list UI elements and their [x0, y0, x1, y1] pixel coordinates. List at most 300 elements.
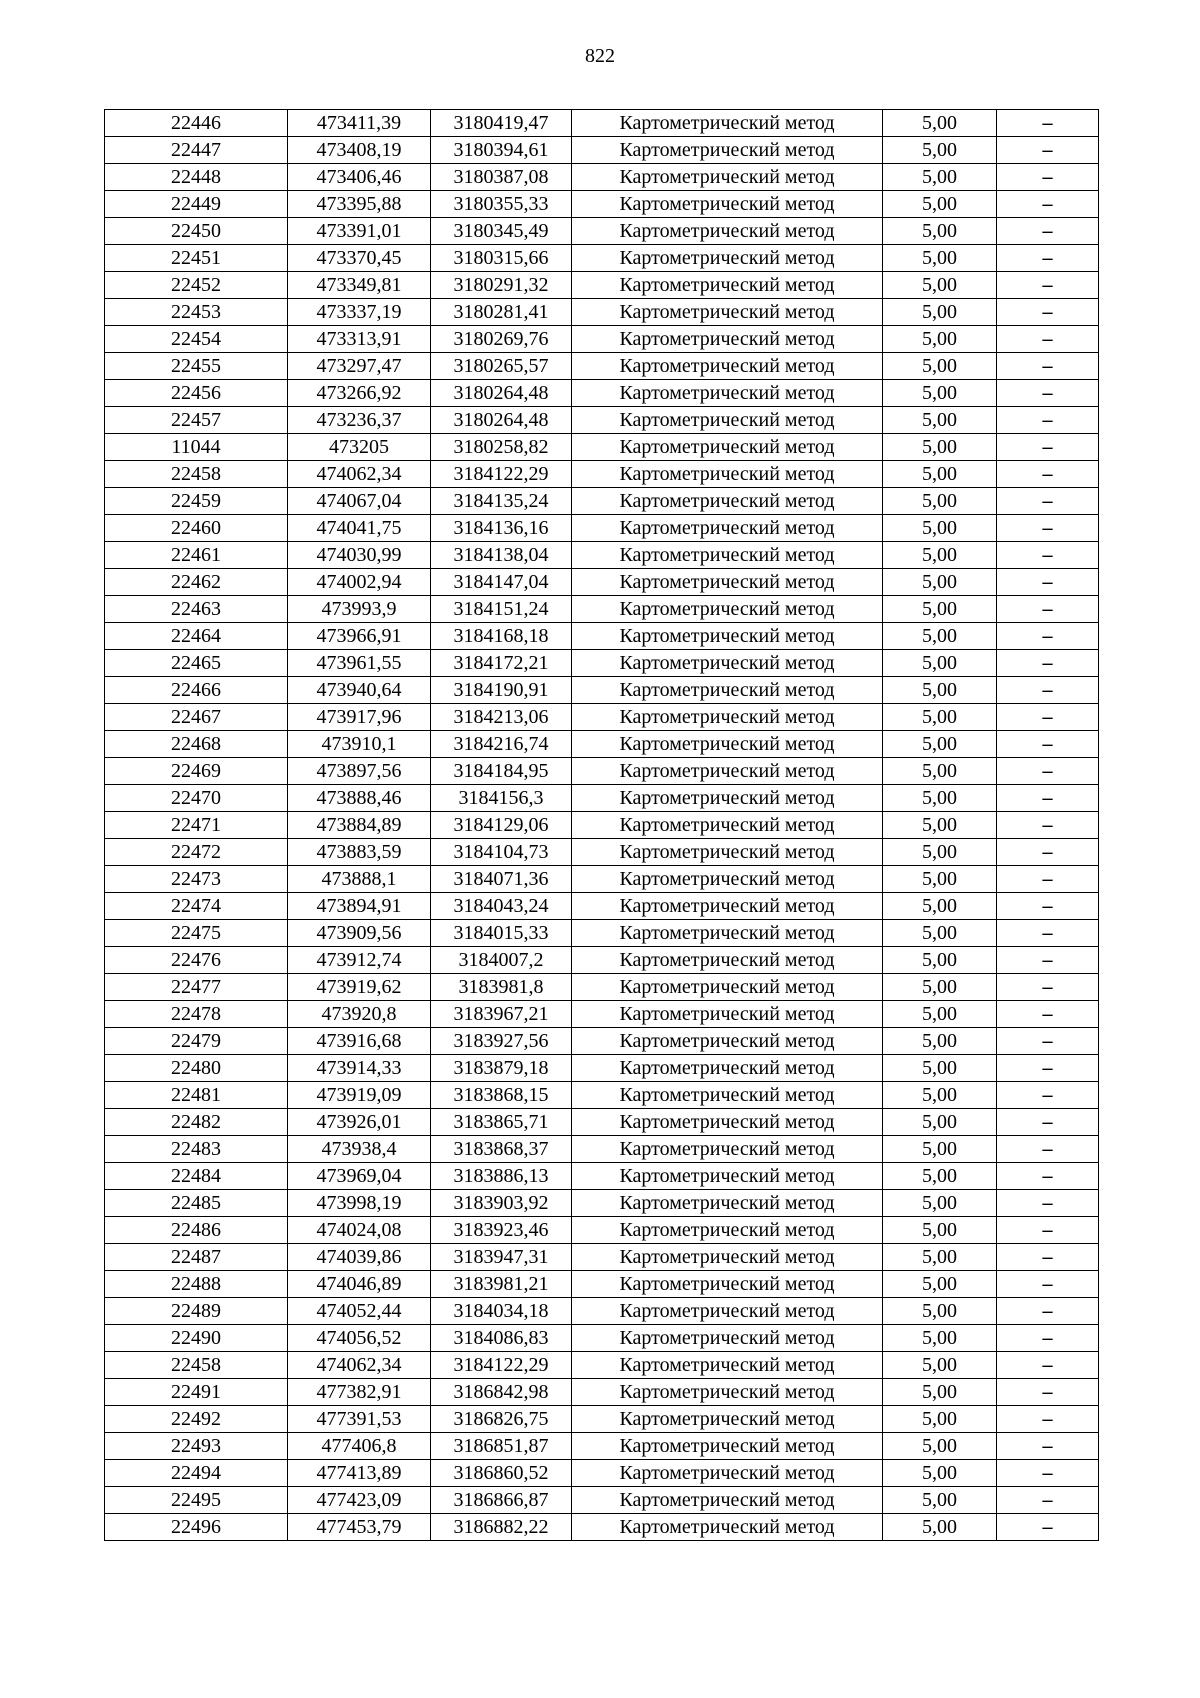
y-coordinate-cell: 3184043,24	[431, 893, 572, 920]
y-coordinate-cell: 3184034,18	[431, 1298, 572, 1325]
precision-cell: 5,00	[883, 1109, 997, 1136]
table-row	[105, 542, 1099, 569]
method-cell: Картометрический метод	[572, 704, 883, 731]
precision-cell: 5,00	[883, 326, 997, 353]
y-coordinate-cell: 3184190,91	[431, 677, 572, 704]
table-row	[105, 1136, 1099, 1163]
description-cell	[997, 164, 1099, 191]
precision-cell: 5,00	[883, 866, 997, 893]
precision-cell: 5,00	[883, 1325, 997, 1352]
point-number-cell: 11044	[105, 434, 288, 461]
dash-mark: –	[1042, 1462, 1053, 1484]
dash-mark: –	[1042, 220, 1053, 242]
precision-cell: 5,00	[883, 731, 997, 758]
table-row	[105, 1406, 1099, 1433]
x-coordinate-cell: 473916,68	[288, 1028, 431, 1055]
x-coordinate-cell: 473406,46	[288, 164, 431, 191]
method-cell: Картометрический метод	[572, 650, 883, 677]
precision-cell: 5,00	[883, 947, 997, 974]
y-coordinate-cell: 3183865,71	[431, 1109, 572, 1136]
y-coordinate-cell: 3184015,33	[431, 920, 572, 947]
y-coordinate-cell: 3186866,87	[431, 1487, 572, 1514]
y-coordinate-cell: 3184138,04	[431, 542, 572, 569]
point-number-cell: 22488	[105, 1271, 288, 1298]
x-coordinate-cell: 473395,88	[288, 191, 431, 218]
description-cell	[997, 1514, 1099, 1541]
point-number-cell: 22454	[105, 326, 288, 353]
page-number: 822	[585, 45, 615, 67]
description-cell	[997, 353, 1099, 380]
method-cell: Картометрический метод	[572, 245, 883, 272]
dash-mark: –	[1042, 976, 1053, 998]
table-row	[105, 785, 1099, 812]
method-cell: Картометрический метод	[572, 1055, 883, 1082]
description-cell	[997, 299, 1099, 326]
x-coordinate-cell: 477391,53	[288, 1406, 431, 1433]
method-cell: Картометрический метод	[572, 299, 883, 326]
y-coordinate-cell: 3183947,31	[431, 1244, 572, 1271]
method-cell: Картометрический метод	[572, 623, 883, 650]
x-coordinate-cell: 474056,52	[288, 1325, 431, 1352]
method-cell: Картометрический метод	[572, 137, 883, 164]
dash-mark: –	[1042, 1138, 1053, 1160]
precision-cell: 5,00	[883, 1082, 997, 1109]
coordinates-table-body	[105, 110, 1099, 1541]
y-coordinate-cell: 3184136,16	[431, 515, 572, 542]
point-number-cell: 22457	[105, 407, 288, 434]
point-number-cell: 22446	[105, 110, 288, 137]
precision-cell: 5,00	[883, 893, 997, 920]
description-cell	[997, 407, 1099, 434]
y-coordinate-cell: 3183868,37	[431, 1136, 572, 1163]
precision-cell: 5,00	[883, 1271, 997, 1298]
dash-mark: –	[1042, 436, 1053, 458]
precision-cell: 5,00	[883, 191, 997, 218]
description-cell	[997, 326, 1099, 353]
point-number-cell: 22483	[105, 1136, 288, 1163]
x-coordinate-cell: 474041,75	[288, 515, 431, 542]
description-cell	[997, 1487, 1099, 1514]
x-coordinate-cell: 477453,79	[288, 1514, 431, 1541]
table-row	[105, 1325, 1099, 1352]
y-coordinate-cell: 3183923,46	[431, 1217, 572, 1244]
method-cell: Картометрический метод	[572, 1352, 883, 1379]
method-cell: Картометрический метод	[572, 1163, 883, 1190]
y-coordinate-cell: 3180394,61	[431, 137, 572, 164]
dash-mark: –	[1042, 922, 1053, 944]
table-row	[105, 974, 1099, 1001]
description-cell	[997, 677, 1099, 704]
method-cell: Картометрический метод	[572, 1217, 883, 1244]
table-row	[105, 947, 1099, 974]
y-coordinate-cell: 3184151,24	[431, 596, 572, 623]
precision-cell: 5,00	[883, 569, 997, 596]
precision-cell: 5,00	[883, 839, 997, 866]
point-number-cell: 22453	[105, 299, 288, 326]
dash-mark: –	[1042, 247, 1053, 269]
y-coordinate-cell: 3184147,04	[431, 569, 572, 596]
x-coordinate-cell: 473920,8	[288, 1001, 431, 1028]
dash-mark: –	[1042, 1030, 1053, 1052]
point-number-cell: 22490	[105, 1325, 288, 1352]
point-number-cell: 22473	[105, 866, 288, 893]
table-row	[105, 596, 1099, 623]
precision-cell: 5,00	[883, 785, 997, 812]
x-coordinate-cell: 474002,94	[288, 569, 431, 596]
description-cell	[997, 515, 1099, 542]
point-number-cell: 22474	[105, 893, 288, 920]
y-coordinate-cell: 3180264,48	[431, 407, 572, 434]
point-number-cell: 22475	[105, 920, 288, 947]
dash-mark: –	[1042, 1516, 1053, 1538]
precision-cell: 5,00	[883, 353, 997, 380]
description-cell	[997, 1433, 1099, 1460]
table-row	[105, 1055, 1099, 1082]
description-cell	[997, 785, 1099, 812]
method-cell: Картометрический метод	[572, 326, 883, 353]
dash-mark: –	[1042, 1057, 1053, 1079]
point-number-cell: 22455	[105, 353, 288, 380]
method-cell: Картометрический метод	[572, 596, 883, 623]
point-number-cell: 22465	[105, 650, 288, 677]
table-row	[105, 164, 1099, 191]
table-row	[105, 1244, 1099, 1271]
point-number-cell: 22471	[105, 812, 288, 839]
description-cell	[997, 947, 1099, 974]
y-coordinate-cell: 3180387,08	[431, 164, 572, 191]
method-cell: Картометрический метод	[572, 1190, 883, 1217]
table-row	[105, 569, 1099, 596]
table-row	[105, 218, 1099, 245]
dash-mark: –	[1042, 1003, 1053, 1025]
table-row	[105, 1082, 1099, 1109]
description-cell	[997, 893, 1099, 920]
method-cell: Картометрический метод	[572, 461, 883, 488]
dash-mark: –	[1042, 1219, 1053, 1241]
method-cell: Картометрический метод	[572, 1460, 883, 1487]
x-coordinate-cell: 473370,45	[288, 245, 431, 272]
method-cell: Картометрический метод	[572, 488, 883, 515]
point-number-cell: 22447	[105, 137, 288, 164]
y-coordinate-cell: 3180419,47	[431, 110, 572, 137]
dash-mark: –	[1042, 571, 1053, 593]
method-cell: Картометрический метод	[572, 812, 883, 839]
table-row	[105, 1109, 1099, 1136]
point-number-cell: 22481	[105, 1082, 288, 1109]
description-cell	[997, 1217, 1099, 1244]
dash-mark: –	[1042, 139, 1053, 161]
y-coordinate-cell: 3184216,74	[431, 731, 572, 758]
description-cell	[997, 1298, 1099, 1325]
coordinates-table	[104, 109, 1099, 1541]
description-cell	[997, 1352, 1099, 1379]
description-cell	[997, 1460, 1099, 1487]
table-row	[105, 1352, 1099, 1379]
x-coordinate-cell: 477382,91	[288, 1379, 431, 1406]
y-coordinate-cell: 3184122,29	[431, 1352, 572, 1379]
dash-mark: –	[1042, 706, 1053, 728]
x-coordinate-cell: 477423,09	[288, 1487, 431, 1514]
precision-cell: 5,00	[883, 1163, 997, 1190]
x-coordinate-cell: 477413,89	[288, 1460, 431, 1487]
x-coordinate-cell: 474062,34	[288, 1352, 431, 1379]
dash-mark: –	[1042, 1273, 1053, 1295]
point-number-cell: 22493	[105, 1433, 288, 1460]
precision-cell: 5,00	[883, 596, 997, 623]
x-coordinate-cell: 473919,62	[288, 974, 431, 1001]
y-coordinate-cell: 3183868,15	[431, 1082, 572, 1109]
point-number-cell: 22464	[105, 623, 288, 650]
x-coordinate-cell: 474030,99	[288, 542, 431, 569]
method-cell: Картометрический метод	[572, 1379, 883, 1406]
precision-cell: 5,00	[883, 1217, 997, 1244]
description-cell	[997, 137, 1099, 164]
precision-cell: 5,00	[883, 1028, 997, 1055]
precision-cell: 5,00	[883, 1244, 997, 1271]
point-number-cell: 22479	[105, 1028, 288, 1055]
dash-mark: –	[1042, 814, 1053, 836]
description-cell	[997, 812, 1099, 839]
y-coordinate-cell: 3180345,49	[431, 218, 572, 245]
x-coordinate-cell: 474024,08	[288, 1217, 431, 1244]
description-cell	[997, 974, 1099, 1001]
point-number-cell: 22460	[105, 515, 288, 542]
y-coordinate-cell: 3183886,13	[431, 1163, 572, 1190]
x-coordinate-cell: 473917,96	[288, 704, 431, 731]
description-cell	[997, 1244, 1099, 1271]
table-row	[105, 272, 1099, 299]
point-number-cell: 22458	[105, 461, 288, 488]
description-cell	[997, 488, 1099, 515]
x-coordinate-cell: 473337,19	[288, 299, 431, 326]
table-row	[105, 677, 1099, 704]
x-coordinate-cell: 473883,59	[288, 839, 431, 866]
table-row	[105, 1433, 1099, 1460]
method-cell: Картометрический метод	[572, 1433, 883, 1460]
y-coordinate-cell: 3180264,48	[431, 380, 572, 407]
description-cell	[997, 866, 1099, 893]
point-number-cell: 22476	[105, 947, 288, 974]
table-row	[105, 1190, 1099, 1217]
precision-cell: 5,00	[883, 110, 997, 137]
x-coordinate-cell: 473993,9	[288, 596, 431, 623]
y-coordinate-cell: 3180265,57	[431, 353, 572, 380]
description-cell	[997, 1271, 1099, 1298]
table-row	[105, 137, 1099, 164]
point-number-cell: 22469	[105, 758, 288, 785]
description-cell	[997, 380, 1099, 407]
method-cell: Картометрический метод	[572, 866, 883, 893]
dash-mark: –	[1042, 193, 1053, 215]
dash-mark: –	[1042, 679, 1053, 701]
precision-cell: 5,00	[883, 272, 997, 299]
method-cell: Картометрический метод	[572, 380, 883, 407]
description-cell	[997, 110, 1099, 137]
dash-mark: –	[1042, 490, 1053, 512]
dash-mark: –	[1042, 1111, 1053, 1133]
description-cell	[997, 1109, 1099, 1136]
dash-mark: –	[1042, 1300, 1053, 1322]
method-cell: Картометрический метод	[572, 947, 883, 974]
y-coordinate-cell: 3184156,3	[431, 785, 572, 812]
precision-cell: 5,00	[883, 650, 997, 677]
precision-cell: 5,00	[883, 1460, 997, 1487]
table-row	[105, 650, 1099, 677]
table-row	[105, 1298, 1099, 1325]
point-number-cell: 22451	[105, 245, 288, 272]
method-cell: Картометрический метод	[572, 1298, 883, 1325]
table-row	[105, 1487, 1099, 1514]
x-coordinate-cell: 473408,19	[288, 137, 431, 164]
y-coordinate-cell: 3184168,18	[431, 623, 572, 650]
precision-cell: 5,00	[883, 1136, 997, 1163]
y-coordinate-cell: 3186826,75	[431, 1406, 572, 1433]
description-cell	[997, 596, 1099, 623]
y-coordinate-cell: 3183981,21	[431, 1271, 572, 1298]
table-row	[105, 461, 1099, 488]
method-cell: Картометрический метод	[572, 758, 883, 785]
dash-mark: –	[1042, 1381, 1053, 1403]
table-row	[105, 353, 1099, 380]
y-coordinate-cell: 3183981,8	[431, 974, 572, 1001]
precision-cell: 5,00	[883, 407, 997, 434]
precision-cell: 5,00	[883, 515, 997, 542]
x-coordinate-cell: 473969,04	[288, 1163, 431, 1190]
x-coordinate-cell: 473884,89	[288, 812, 431, 839]
table-row	[105, 1028, 1099, 1055]
method-cell: Картометрический метод	[572, 434, 883, 461]
dash-mark: –	[1042, 409, 1053, 431]
description-cell	[997, 920, 1099, 947]
table-row	[105, 812, 1099, 839]
table-row	[105, 1460, 1099, 1487]
x-coordinate-cell: 473297,47	[288, 353, 431, 380]
table-row	[105, 731, 1099, 758]
y-coordinate-cell: 3184129,06	[431, 812, 572, 839]
dash-mark: –	[1042, 328, 1053, 350]
description-cell	[997, 1001, 1099, 1028]
description-cell	[997, 731, 1099, 758]
method-cell: Картометрический метод	[572, 353, 883, 380]
method-cell: Картометрический метод	[572, 1109, 883, 1136]
dash-mark: –	[1042, 1489, 1053, 1511]
dash-mark: –	[1042, 949, 1053, 971]
x-coordinate-cell: 473926,01	[288, 1109, 431, 1136]
x-coordinate-cell: 473313,91	[288, 326, 431, 353]
method-cell: Картометрический метод	[572, 407, 883, 434]
x-coordinate-cell: 473961,55	[288, 650, 431, 677]
precision-cell: 5,00	[883, 245, 997, 272]
y-coordinate-cell: 3183903,92	[431, 1190, 572, 1217]
table-row	[105, 1217, 1099, 1244]
point-number-cell: 22484	[105, 1163, 288, 1190]
table-row	[105, 488, 1099, 515]
dash-mark: –	[1042, 760, 1053, 782]
dash-mark: –	[1042, 1165, 1053, 1187]
y-coordinate-cell: 3183927,56	[431, 1028, 572, 1055]
method-cell: Картометрический метод	[572, 218, 883, 245]
dash-mark: –	[1042, 274, 1053, 296]
x-coordinate-cell: 473966,91	[288, 623, 431, 650]
precision-cell: 5,00	[883, 1406, 997, 1433]
description-cell	[997, 1163, 1099, 1190]
dash-mark: –	[1042, 1327, 1053, 1349]
dash-mark: –	[1042, 166, 1053, 188]
y-coordinate-cell: 3180291,32	[431, 272, 572, 299]
point-number-cell: 22456	[105, 380, 288, 407]
precision-cell: 5,00	[883, 704, 997, 731]
precision-cell: 5,00	[883, 1433, 997, 1460]
x-coordinate-cell: 473897,56	[288, 758, 431, 785]
table-row	[105, 434, 1099, 461]
point-number-cell: 22486	[105, 1217, 288, 1244]
dash-mark: –	[1042, 895, 1053, 917]
point-number-cell: 22495	[105, 1487, 288, 1514]
point-number-cell: 22461	[105, 542, 288, 569]
y-coordinate-cell: 3186882,22	[431, 1514, 572, 1541]
method-cell: Картометрический метод	[572, 785, 883, 812]
description-cell	[997, 542, 1099, 569]
point-number-cell: 22492	[105, 1406, 288, 1433]
description-cell	[997, 758, 1099, 785]
description-cell	[997, 272, 1099, 299]
method-cell: Картометрический метод	[572, 164, 883, 191]
point-number-cell: 22462	[105, 569, 288, 596]
description-cell	[997, 1136, 1099, 1163]
description-cell	[997, 218, 1099, 245]
dash-mark: –	[1042, 463, 1053, 485]
description-cell	[997, 245, 1099, 272]
y-coordinate-cell: 3183967,21	[431, 1001, 572, 1028]
point-number-cell: 22489	[105, 1298, 288, 1325]
table-row	[105, 1001, 1099, 1028]
point-number-cell: 22463	[105, 596, 288, 623]
description-cell	[997, 1055, 1099, 1082]
method-cell: Картометрический метод	[572, 1325, 883, 1352]
method-cell: Картометрический метод	[572, 893, 883, 920]
y-coordinate-cell: 3184122,29	[431, 461, 572, 488]
precision-cell: 5,00	[883, 488, 997, 515]
y-coordinate-cell: 3186851,87	[431, 1433, 572, 1460]
x-coordinate-cell: 473391,01	[288, 218, 431, 245]
description-cell	[997, 191, 1099, 218]
y-coordinate-cell: 3180315,66	[431, 245, 572, 272]
precision-cell: 5,00	[883, 758, 997, 785]
precision-cell: 5,00	[883, 1190, 997, 1217]
dash-mark: –	[1042, 355, 1053, 377]
table-row	[105, 326, 1099, 353]
description-cell	[997, 1028, 1099, 1055]
dash-mark: –	[1042, 1246, 1053, 1268]
x-coordinate-cell: 474052,44	[288, 1298, 431, 1325]
x-coordinate-cell: 477406,8	[288, 1433, 431, 1460]
method-cell: Картометрический метод	[572, 569, 883, 596]
precision-cell: 5,00	[883, 1379, 997, 1406]
y-coordinate-cell: 3184184,95	[431, 758, 572, 785]
dash-mark: –	[1042, 1084, 1053, 1106]
description-cell	[997, 434, 1099, 461]
point-number-cell: 22468	[105, 731, 288, 758]
x-coordinate-cell: 474046,89	[288, 1271, 431, 1298]
point-number-cell: 22449	[105, 191, 288, 218]
precision-cell: 5,00	[883, 380, 997, 407]
method-cell: Картометрический метод	[572, 1514, 883, 1541]
table-row	[105, 380, 1099, 407]
table-row	[105, 110, 1099, 137]
method-cell: Картометрический метод	[572, 1028, 883, 1055]
precision-cell: 5,00	[883, 1514, 997, 1541]
dash-mark: –	[1042, 1192, 1053, 1214]
